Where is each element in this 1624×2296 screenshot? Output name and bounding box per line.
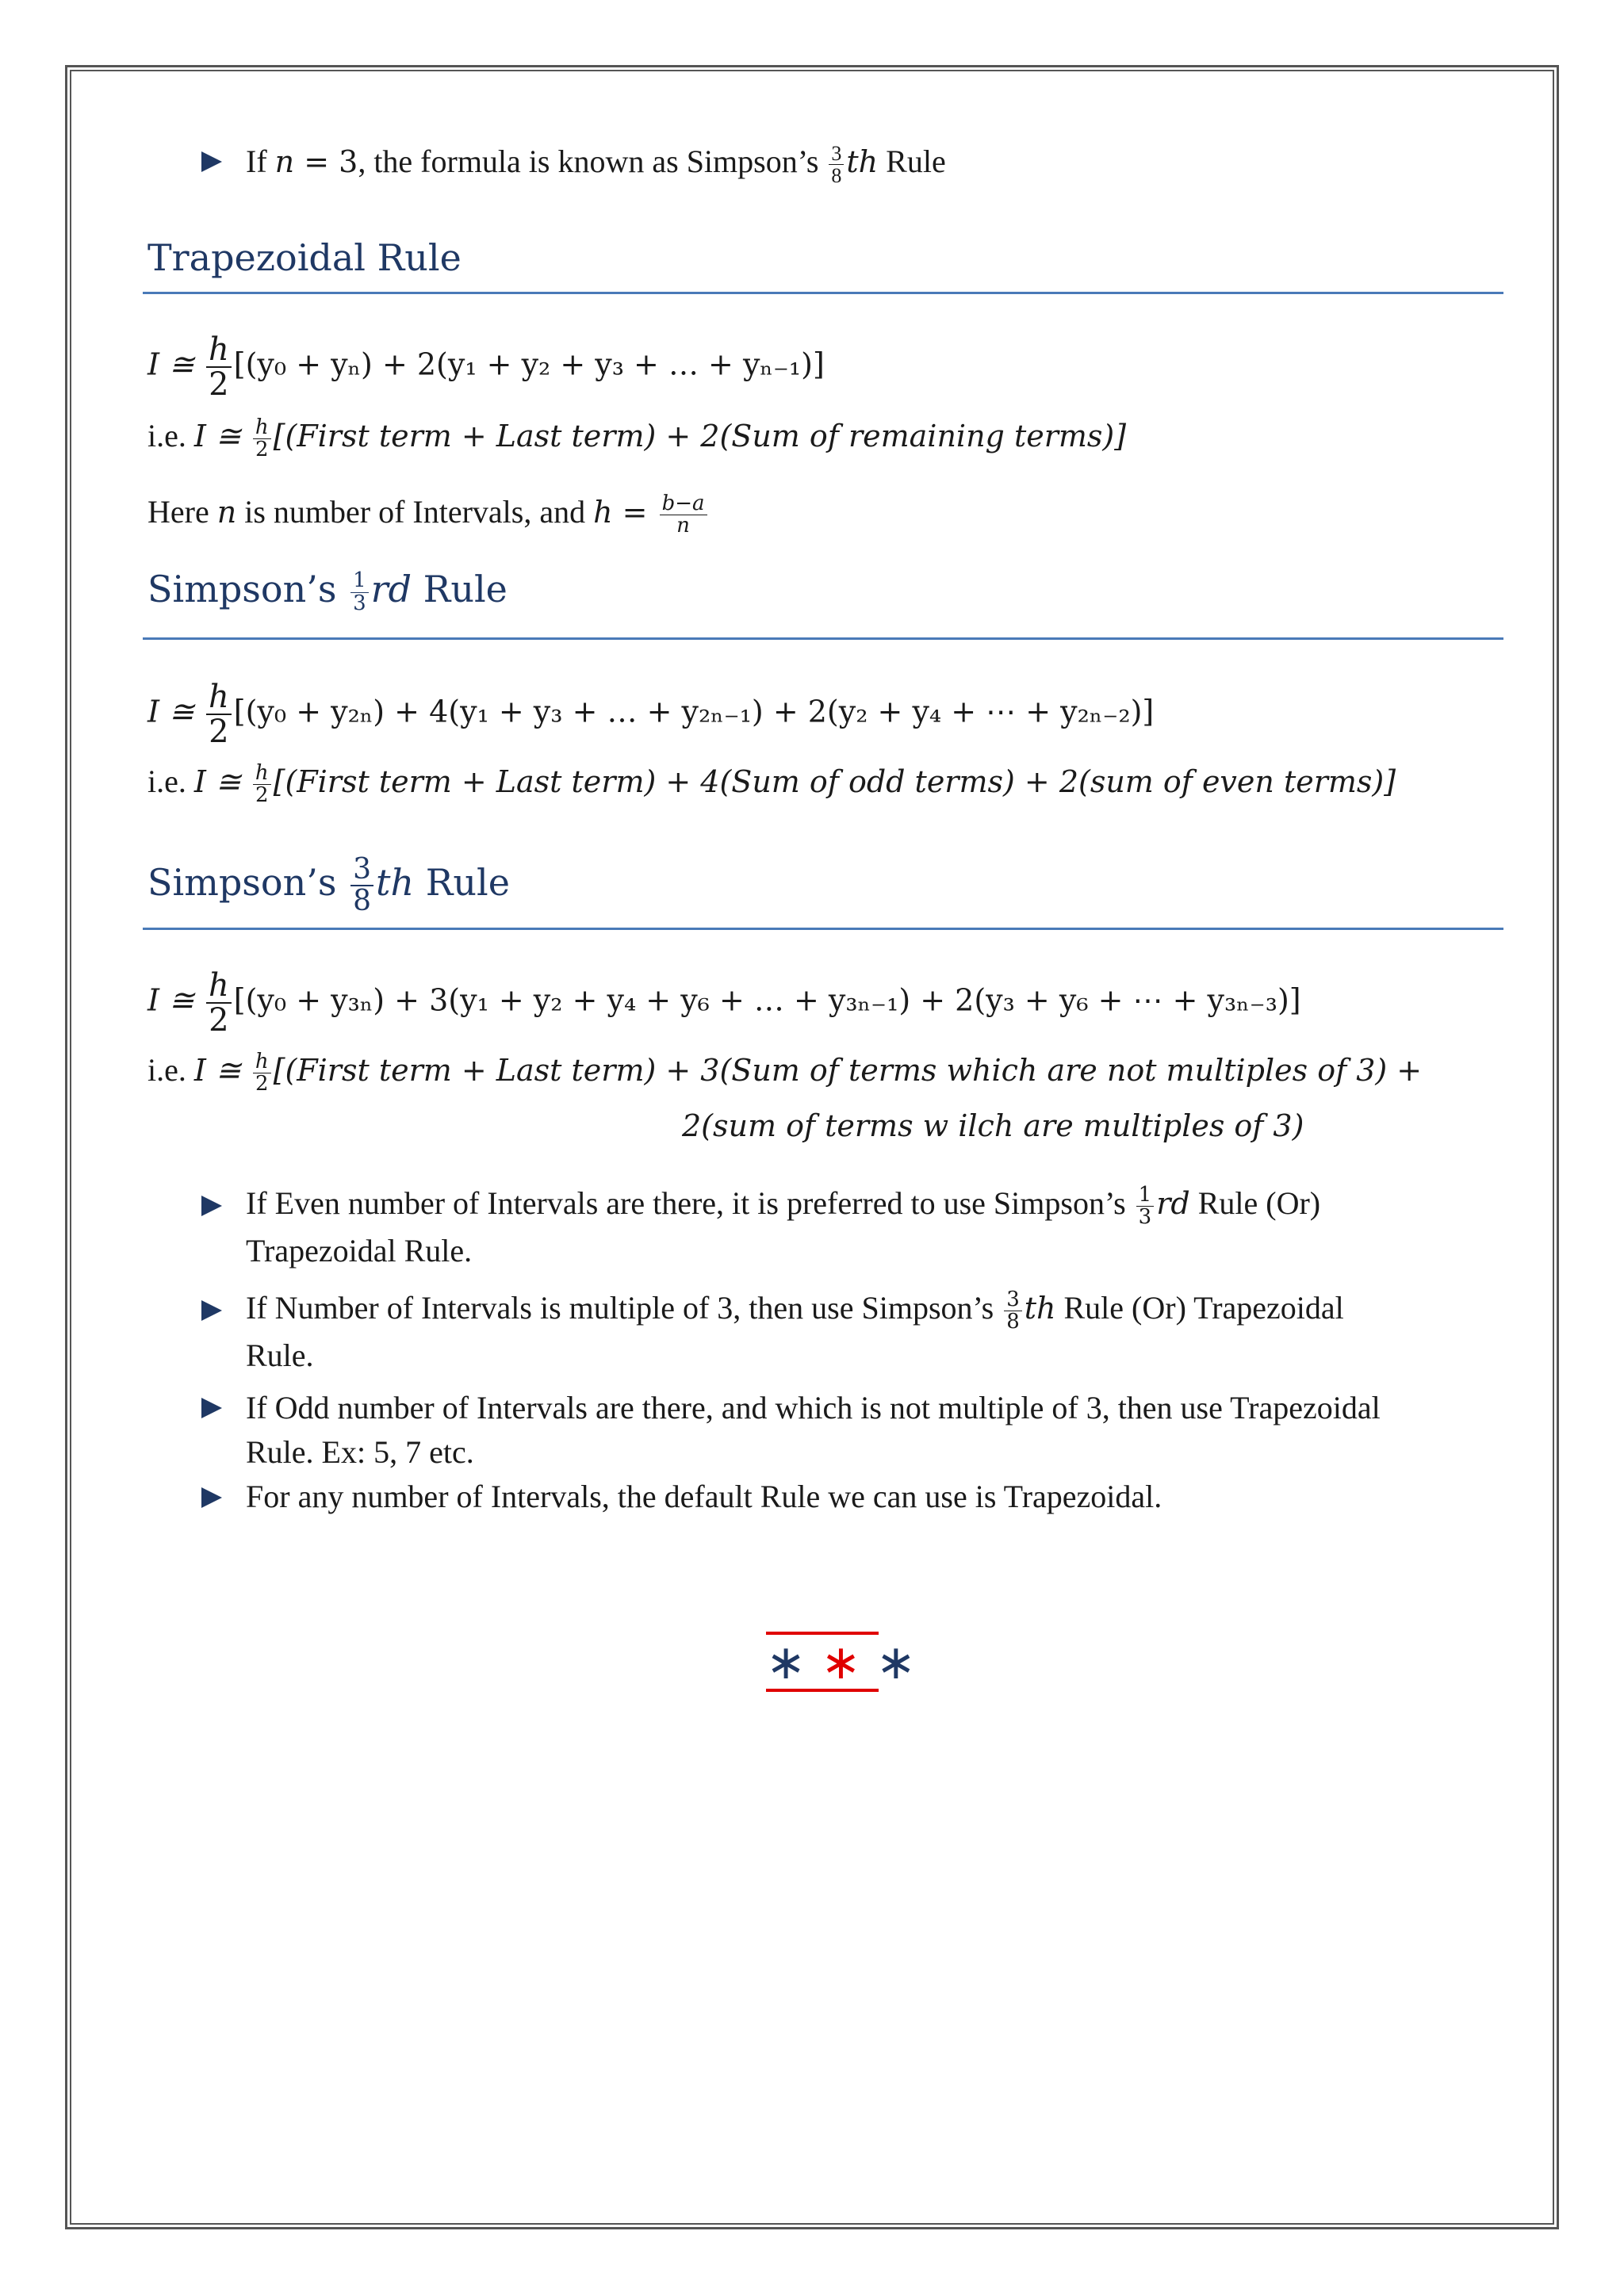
- fraction: $\frac{h}{2}$: [206, 969, 232, 1037]
- bullet-arrow-icon: [201, 1487, 222, 1508]
- fraction: $\frac{3}{8}$: [829, 143, 844, 187]
- simpsons-one-third-formula: I ≅ $\frac{h}{2}$ [(y₀ + y₂ₙ) + 4(y₁ + y₃ + … + y₂ₙ₋₁) + 2(y₂ + y₄ + ⋯ + y₂ₙ₋₂)]: [147, 679, 1155, 750]
- heading-simpsons-one-third-rule: Simpson’s $\frac{1}{3}$ rd Rule: [147, 568, 508, 615]
- bullet-arrow-icon: [201, 1196, 222, 1216]
- bullet-arrow-icon: [201, 1398, 222, 1418]
- simpsons-three-eighth-formula-words: i.e. I ≅ $\frac{h}{2}$ [(First term + Last term) + 3(Sum of terms which are not multiples of 3) +: [147, 1050, 1423, 1096]
- heading-underline: [143, 637, 1503, 640]
- bullet-odd-intervals: If Odd number of Intervals are there, and which is not multiple of 3, then use Trapezoidal Rule. Ex: 5, 7 etc.: [246, 1390, 1381, 1470]
- fraction: $\frac{h}{2}$: [253, 417, 271, 461]
- ending-stars: ∗ ∗ ∗: [766, 1635, 916, 1690]
- bullet-multiple-of-three: If Number of Intervals is multiple of 3, then use Simpson’s $\frac{3}{8}$ th Rule (Or) Trapezoidal Rule.: [246, 1288, 1344, 1373]
- heading-trapezoidal-rule: Trapezoidal Rule: [147, 236, 462, 279]
- heading-simpsons-three-eighth-rule: Simpson’s $\frac{3}{8}$ th Rule: [147, 853, 510, 917]
- fraction: $\frac{h}{2}$: [206, 680, 232, 748]
- ending-rule-bottom: [766, 1689, 879, 1692]
- heading-underline: [143, 928, 1503, 930]
- bullet-arrow-icon: [201, 1300, 222, 1321]
- simpsons-three-eighth-formula-continuation: 2(sum of terms w ilch are multiples of 3): [682, 1108, 1304, 1143]
- simpsons-one-third-formula-words: i.e. I ≅ $\frac{h}{2}$ [(First term + Last term) + 4(Sum of odd terms) + 2(sum of even terms)]: [147, 761, 1396, 808]
- fraction: $\frac{1}{3}$: [350, 570, 369, 614]
- fraction: $\frac{h}{2}$: [253, 1051, 271, 1096]
- trapezoidal-formula-words: i.e. I ≅ $\frac{h}{2}$ [(First term + Last term) + 2(Sum of remaining terms)]: [147, 415, 1127, 462]
- bullet-even-intervals: If Even number of Intervals are there, it is preferred to use Simpson’s $\frac{1}{3}$ rd Rule (Or) Trapezoidal Rule.: [246, 1183, 1321, 1269]
- interval-definition: Here n is number of Intervals, and h = $\frac{b-a}{n}$: [147, 493, 710, 538]
- fraction: $\frac{h}{2}$: [253, 763, 271, 807]
- fraction: $\frac{b-a}{n}$: [660, 493, 707, 538]
- fraction: $\frac{3}{8}$: [350, 855, 373, 916]
- bullet-arrow-icon: [201, 151, 222, 172]
- fraction: $\frac{3}{8}$: [1004, 1289, 1022, 1334]
- simpsons-three-eighth-formula: I ≅ $\frac{h}{2}$ [(y₀ + y₃ₙ) + 3(y₁ + y₂ + y₄ + y₆ + … + y₃ₙ₋₁) + 2(y₃ + y₆ + ⋯ + y₃ₙ₋₃)]: [147, 967, 1301, 1039]
- intro-bullet-text: If n = 3, the formula is known as Simpson’s $\frac{3}{8}$ th Rule: [246, 142, 946, 188]
- fraction: $\frac{h}{2}$: [206, 333, 232, 401]
- fraction: $\frac{1}{3}$: [1136, 1184, 1155, 1229]
- bullet-default-rule: For any number of Intervals, the default Rule we can use is Trapezoidal.: [246, 1479, 1162, 1514]
- heading-underline: [143, 292, 1503, 294]
- trapezoidal-formula: I ≅ $\frac{h}{2}$ [(y₀ + yₙ) + 2(y₁ + y₂ + y₃ + … + yₙ₋₁)]: [147, 331, 825, 403]
